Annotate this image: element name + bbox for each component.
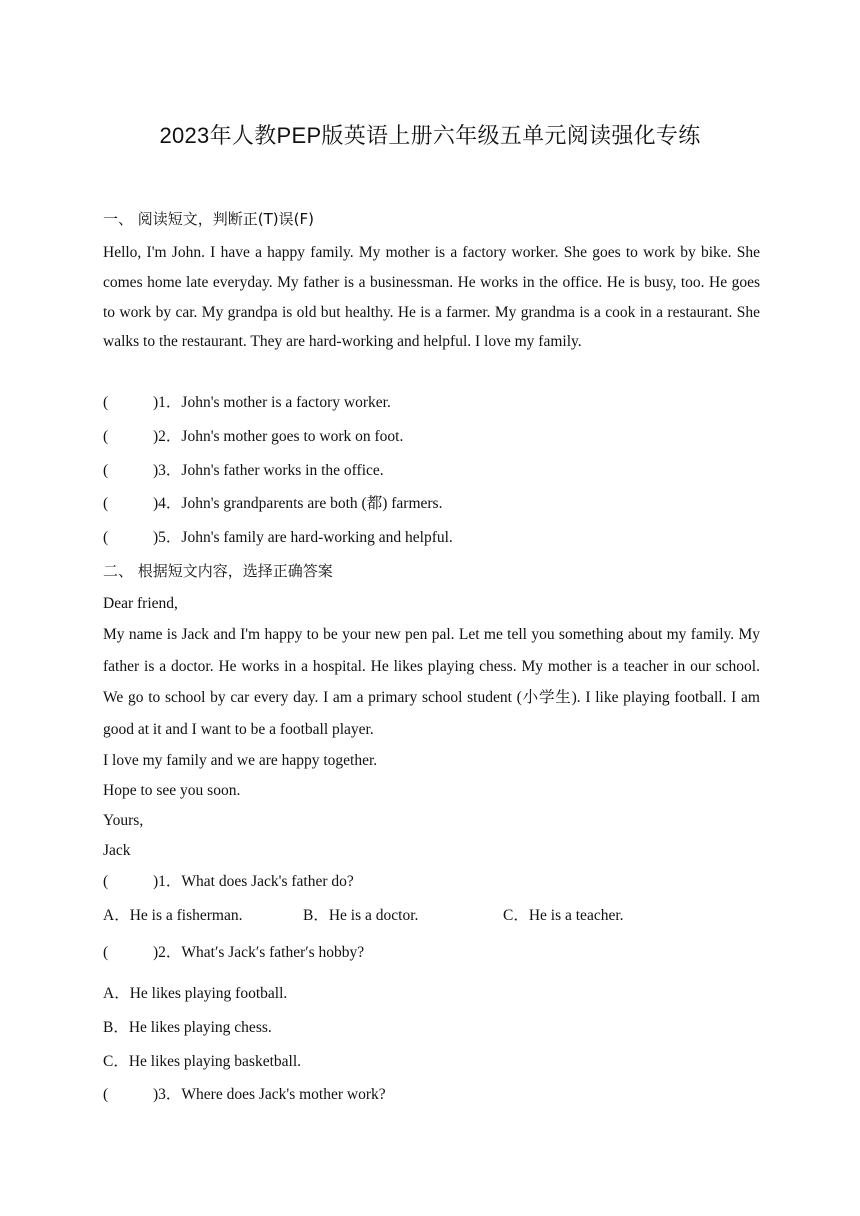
letter-line-2: Hope to see you soon. xyxy=(103,782,241,799)
option-a[interactable]: A．He is a fisherman. xyxy=(103,907,243,924)
question-text: )3．John's father works in the office. xyxy=(153,462,384,479)
answer-bracket[interactable]: ( xyxy=(103,529,109,546)
question-text: )2．What′s Jack′s father′s hobby? xyxy=(153,944,365,961)
letter-closing: Yours, xyxy=(103,812,144,829)
question-text: )5．John's family are hard-working and helpful. xyxy=(153,529,453,546)
answer-bracket[interactable]: ( xyxy=(103,944,109,961)
option-b[interactable]: B．He is a doctor. xyxy=(303,907,419,924)
question-text: )1．John's mother is a factory worker. xyxy=(153,394,391,411)
mc-question-2-option-c[interactable]: C．He likes playing basketball. xyxy=(103,1053,302,1070)
tf-question-3 xyxy=(103,461,384,481)
section2-heading: 二、 根据短文内容，选择正确答案 xyxy=(103,562,333,580)
page-title: 2023年人教PEP版英语上册六年级五单元阅读强化专练 xyxy=(159,123,701,148)
mc-question-1 xyxy=(103,872,354,892)
answer-bracket[interactable]: ( xyxy=(103,495,109,512)
answer-bracket[interactable]: ( xyxy=(103,462,109,479)
letter-line-1: I love my family and we are happy together. xyxy=(103,752,378,769)
question-text: )1．What does Jack's father do? xyxy=(153,873,354,890)
tf-question-1 xyxy=(103,393,391,413)
answer-bracket[interactable]: ( xyxy=(103,394,109,411)
mc-question-2 xyxy=(103,943,364,963)
section1-passage: Hello, I'm John. I have a happy family. My mother is a factory worker. She goes to work by bike. She comes home late everyday. My father is a businessman. He works in the office. He is busy, too. He goes to work by car. My grandpa is old but healthy. He is a farmer. My grandma is a cook in a restaurant. She walks to the restaurant. They are hard-working and helpful. I love my family. xyxy=(103,244,760,351)
question-text: )3．Where does Jack's mother work? xyxy=(153,1086,386,1103)
section2-passage: My name is Jack and I'm happy to be your new pen pal. Let me tell you something about my family. My father is a doctor. He works in a hospital. He likes playing chess. My mother is a teacher in our school. We go to school by car every day. I am a primary school student (小学生). I like playing football. I am good at it and I want to be a football player. xyxy=(103,626,760,738)
tf-question-4 xyxy=(103,494,442,514)
option-c[interactable]: C．He is a teacher. xyxy=(503,907,624,924)
letter-greeting: Dear friend, xyxy=(103,595,178,612)
letter-signature: Jack xyxy=(103,842,131,859)
answer-bracket[interactable]: ( xyxy=(103,1086,109,1103)
mc-question-2-option-a[interactable]: A．He likes playing football. xyxy=(103,985,288,1002)
mc-question-2-option-b[interactable]: B．He likes playing chess. xyxy=(103,1019,272,1036)
answer-bracket[interactable]: ( xyxy=(103,428,109,445)
answer-bracket[interactable]: ( xyxy=(103,873,109,890)
question-text: )4．John's grandparents are both (都) farmers. xyxy=(153,495,443,512)
question-text: )2．John's mother goes to work on foot. xyxy=(153,428,404,445)
mc-question-1-options xyxy=(103,906,624,926)
tf-question-5 xyxy=(103,528,453,548)
mc-question-3 xyxy=(103,1085,386,1105)
tf-question-2 xyxy=(103,427,403,447)
section1-heading: 一、 阅读短文，判断正(T)误(F) xyxy=(103,210,314,228)
